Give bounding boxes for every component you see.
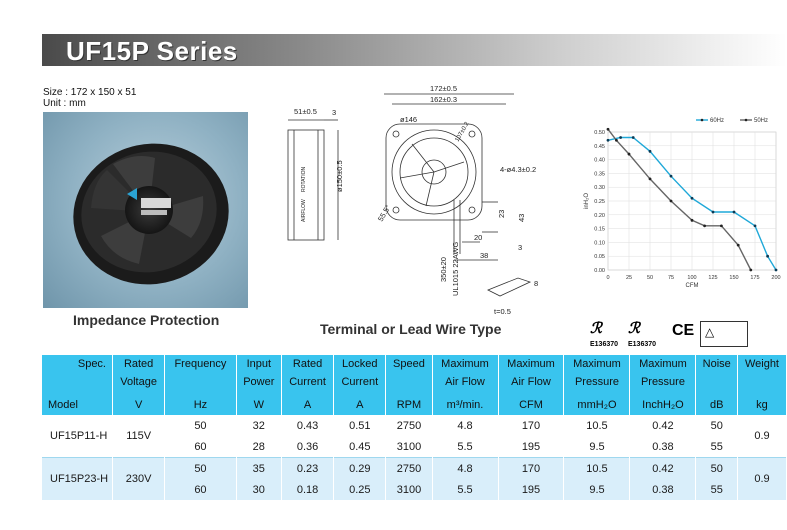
data-point	[749, 269, 752, 272]
col-header: Maximum	[432, 355, 498, 376]
table-cell: 50	[696, 415, 738, 436]
table-cell: 50	[165, 458, 236, 480]
dim-inner-width: 162±0.3	[430, 95, 458, 104]
table-cell: 3100	[386, 479, 432, 500]
col-header: Rated	[281, 355, 333, 376]
table-cell: 0.29	[334, 458, 386, 480]
data-point	[720, 224, 723, 227]
col-unit: CFM	[498, 394, 564, 415]
col-unit: A	[281, 394, 333, 415]
table-cell: 50	[696, 458, 738, 480]
table-cell: 2750	[386, 458, 432, 480]
unit-text: Unit : mm	[43, 98, 86, 109]
table-cell: 50	[165, 415, 236, 436]
data-point	[615, 139, 618, 142]
model-cell: UF15P23-H	[42, 458, 113, 501]
data-point	[632, 136, 635, 139]
dim-thickness: t=0.5	[494, 307, 511, 316]
y-tick-label: 0.20	[594, 212, 605, 219]
y-tick-label: 0.25	[594, 199, 605, 205]
col-header: Current	[281, 376, 333, 394]
data-point	[628, 153, 631, 156]
y-axis-label: inH₂O	[584, 193, 590, 209]
col-unit: kg	[737, 394, 786, 415]
data-point	[775, 269, 778, 272]
table-cell: 60	[165, 479, 236, 500]
safety-mark-icon: △	[700, 321, 748, 347]
table-cell: 0.23	[281, 458, 333, 480]
performance-chart	[578, 112, 786, 302]
table-cell: 170	[498, 458, 564, 480]
col-header	[696, 376, 738, 394]
data-point	[737, 244, 740, 247]
dim-mount-a: 107±0.2	[454, 121, 471, 143]
model-header: Model	[42, 394, 113, 415]
table-cell: 0.38	[630, 436, 696, 458]
col-header	[165, 376, 236, 394]
col-header: Maximum	[498, 355, 564, 376]
table-cell: 3100	[386, 436, 432, 458]
col-header: Rated	[113, 355, 165, 376]
cur-mark-icon: ℛ	[628, 320, 640, 337]
y-tick-label: 0.10	[594, 240, 605, 247]
legend-label: 60Hz	[710, 118, 725, 124]
dim-side-depth: 3	[332, 108, 337, 117]
x-tick-label: 75	[667, 275, 675, 281]
ur-mark-icon: ℛ	[590, 320, 602, 337]
table-cell: 195	[498, 436, 564, 458]
ce-mark: CE	[672, 322, 695, 339]
data-point	[649, 150, 652, 153]
dim-lead-length: 350±20	[439, 257, 448, 282]
fan-illustration	[43, 112, 248, 308]
table-cell: 4.8	[432, 415, 498, 436]
weight-cell: 0.9	[737, 415, 786, 458]
x-tick-label: 175	[750, 275, 760, 281]
col-unit: V	[113, 394, 165, 415]
col-header: Air Flow	[432, 376, 498, 394]
col-header: Voltage	[113, 376, 165, 394]
certifications	[590, 319, 760, 355]
table-cell: 0.25	[334, 479, 386, 500]
y-tick-label: 0.00	[594, 268, 605, 274]
col-unit: mmH₂O	[564, 394, 630, 415]
data-point	[607, 128, 610, 131]
rotation-label: ROTATION	[301, 166, 307, 192]
page-title: UF15P Series	[66, 36, 238, 66]
data-point	[691, 219, 694, 222]
dim-23: 23	[497, 209, 506, 218]
spec-table	[42, 355, 787, 500]
x-tick-label: 25	[625, 275, 633, 281]
y-tick-label: 0.45	[594, 143, 605, 150]
impedance-caption: Impedance Protection	[73, 312, 220, 328]
table-row	[42, 415, 787, 436]
col-header	[737, 376, 786, 394]
dim-overall-width: 172±0.5	[430, 84, 458, 93]
dim-angle: 55.5°	[375, 203, 393, 223]
table-cell: 10.5	[564, 415, 630, 436]
spec-header: Spec.	[42, 355, 113, 376]
airflow-label: AIRFLOW	[301, 199, 307, 222]
data-point	[691, 197, 694, 200]
table-cell: 0.51	[334, 415, 386, 436]
table-cell: 170	[498, 415, 564, 436]
table-cell: 0.45	[334, 436, 386, 458]
x-tick-label: 125	[708, 275, 718, 281]
dim-38: 38	[480, 251, 489, 260]
data-point	[619, 136, 622, 139]
table-cell: 55	[696, 436, 738, 458]
col-header: Input	[236, 355, 281, 376]
x-axis-label: CFM	[685, 283, 699, 289]
dim-43: 43	[517, 213, 526, 222]
cert-number-1: E136370	[590, 341, 619, 348]
x-tick-label: 200	[771, 275, 781, 281]
col-header: Frequency	[165, 355, 236, 376]
x-tick-label: 100	[687, 275, 697, 281]
legend-marker	[745, 119, 748, 122]
dim-20: 20	[474, 233, 483, 242]
table-cell: 0.38	[630, 479, 696, 500]
col-unit: A	[334, 394, 386, 415]
table-cell: 5.5	[432, 479, 498, 500]
col-header-spacer	[42, 376, 113, 394]
table-cell: 0.18	[281, 479, 333, 500]
y-tick-label: 0.05	[594, 254, 605, 261]
y-tick-label: 0.30	[594, 185, 605, 192]
dim-ring: ø146	[400, 115, 418, 124]
col-header: Pressure	[630, 376, 696, 394]
mechanical-drawings	[268, 82, 568, 322]
data-point	[733, 211, 736, 214]
fan-photo	[43, 112, 248, 308]
data-point	[712, 211, 715, 214]
data-point	[766, 255, 769, 258]
col-header: Power	[236, 376, 281, 394]
col-header: Maximum	[564, 355, 630, 376]
dim-8: 8	[534, 279, 539, 288]
table-cell: 30	[236, 479, 281, 500]
col-unit: Hz	[165, 394, 236, 415]
data-point	[649, 178, 652, 181]
table-cell: 55	[696, 479, 738, 500]
col-header: Current	[334, 376, 386, 394]
model-cell: UF15P11-H	[42, 415, 113, 458]
col-unit: dB	[696, 394, 738, 415]
table-cell: 5.5	[432, 436, 498, 458]
col-header: Locked	[334, 355, 386, 376]
table-cell: 0.42	[630, 458, 696, 480]
col-unit: InchH₂O	[630, 394, 696, 415]
legend-marker	[701, 119, 704, 122]
title-banner	[42, 34, 787, 66]
col-unit: RPM	[386, 394, 432, 415]
data-point	[670, 175, 673, 178]
dim-side-height: ø150±0.5	[335, 160, 344, 192]
data-point	[670, 200, 673, 203]
table-row	[42, 458, 787, 480]
col-header: Maximum	[630, 355, 696, 376]
data-point	[607, 139, 610, 142]
cert-number-2: E136370	[628, 341, 657, 348]
weight-cell: 0.9	[737, 458, 786, 501]
dim-hole: 4-ø4.3±0.2	[500, 165, 537, 174]
col-header: Weight	[737, 355, 786, 376]
dim-side-width: 51±0.5	[294, 107, 317, 116]
table-cell: 0.42	[630, 415, 696, 436]
col-header: Noise	[696, 355, 738, 376]
table-cell: 32	[236, 415, 281, 436]
voltage-cell: 230V	[113, 458, 165, 501]
table-cell: 0.43	[281, 415, 333, 436]
legend-label: 50Hz	[754, 118, 769, 124]
terminal-caption: Terminal or Lead Wire Type	[320, 321, 502, 337]
data-point	[754, 224, 757, 227]
size-text: Size : 172 x 150 x 51	[43, 87, 137, 98]
table-cell: 28	[236, 436, 281, 458]
col-header	[386, 376, 432, 394]
col-header: Pressure	[564, 376, 630, 394]
y-tick-label: 0.15	[594, 226, 605, 233]
y-tick-label: 0.40	[594, 157, 605, 164]
table-cell: 0.36	[281, 436, 333, 458]
col-header: Speed	[386, 355, 432, 376]
x-tick-label: 0	[606, 275, 610, 281]
table-cell: 9.5	[564, 436, 630, 458]
data-point	[703, 224, 706, 227]
table-cell: 10.5	[564, 458, 630, 480]
voltage-cell: 115V	[113, 415, 165, 458]
col-header: Air Flow	[498, 376, 564, 394]
x-tick-label: 150	[729, 275, 739, 281]
col-unit: W	[236, 394, 281, 415]
y-tick-label: 0.50	[594, 130, 605, 136]
dim-3: 3	[518, 243, 523, 252]
wire-spec: UL1015 22AWG	[451, 241, 460, 296]
table-cell: 9.5	[564, 479, 630, 500]
col-unit: m³/min.	[432, 394, 498, 415]
table-cell: 2750	[386, 415, 432, 436]
table-cell: 60	[165, 436, 236, 458]
table-cell: 4.8	[432, 458, 498, 480]
table-cell: 195	[498, 479, 564, 500]
y-tick-label: 0.35	[594, 171, 605, 178]
size-info	[43, 87, 136, 109]
x-tick-label: 50	[646, 275, 654, 281]
table-cell: 35	[236, 458, 281, 480]
